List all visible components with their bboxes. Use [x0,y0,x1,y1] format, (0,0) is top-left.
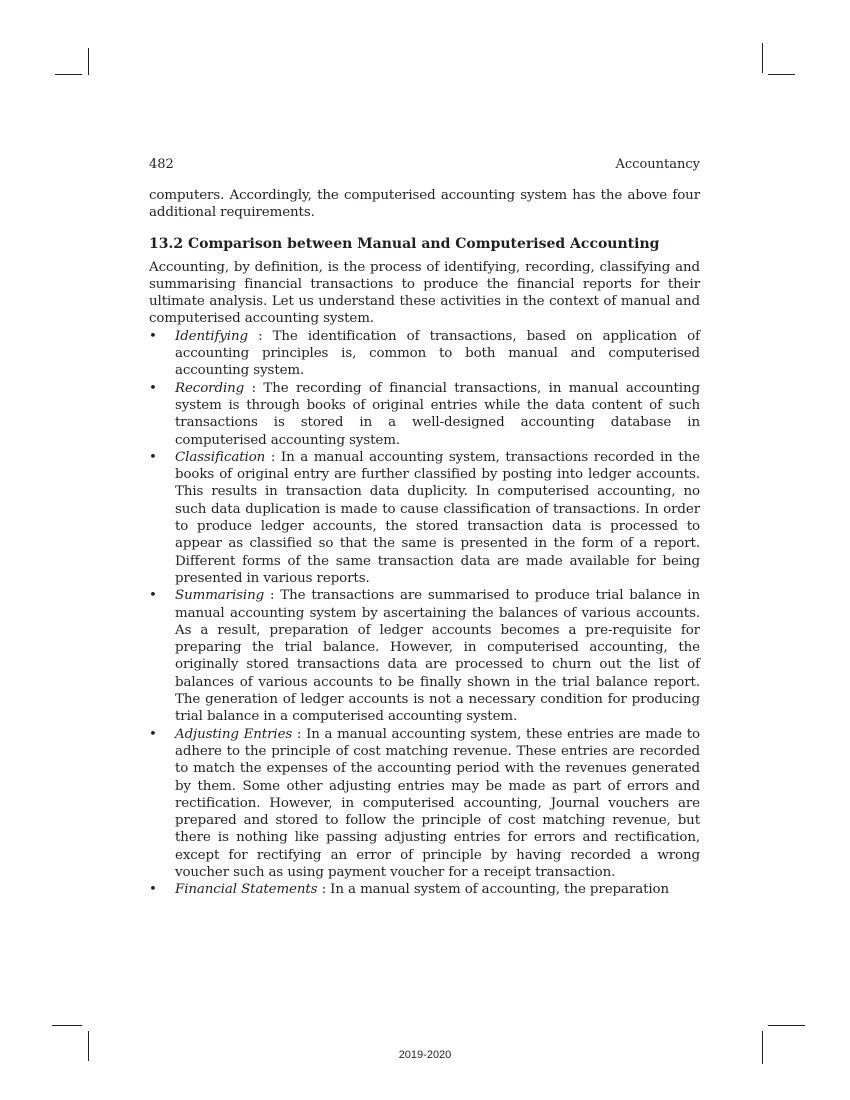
bullet-icon: • [149,588,157,604]
list-item-text: : The identification of transactions, based on application of accounting principles is, common to both manual and computerised accounting system. [175,328,700,379]
list-item-text: : The recording of financial transactions, in manual accounting system is through books of original entries while the data content of such transactions is stored in a well-designed accounting database in computerised accounting system. [175,380,700,448]
list-item-term: Classification [175,449,266,465]
list-item-text: : In a manual system of accounting, the preparation [317,882,670,898]
bullet-icon: • [149,882,157,898]
list-item-adjusting-entries [149,726,700,882]
crop-mark-top-right-vertical [762,43,763,73]
crop-mark-top-right-horizontal [768,74,795,75]
list-item-recording [149,380,700,449]
bullet-icon: • [149,380,157,396]
list-item-text: : In a manual accounting system, these entries are made to adhere to the principle of cost matching revenue. These entries are recorded to match the expenses of the accounting period with the revenues generated by them. Some other adjusting entries may be made as part of errors and rectification. However, in computerised accounting, Journal vouchers are prepared and stored to follow the principle of cost matching revenue, but there is nothing like passing adjusting entries for errors and rectification, except for rectifying an error of principle by having recorded a wrong voucher such as using payment voucher for a receipt transaction. [175,726,701,880]
list-item-term: Recording [175,380,245,396]
bullet-icon: • [149,449,157,465]
list-item-term: Financial Statements [175,882,318,898]
list-item-classification [149,449,700,587]
page-number: 482 [149,157,174,172]
bullet-list [149,328,700,899]
footer-year: 2019-2020 [398,1049,452,1061]
crop-mark-top-left-horizontal [55,74,82,75]
list-item-text: : The transactions are summarised to produce trial balance in manual accounting system by ascertaining the balances of various accounts. As a result, preparation of ledger accounts becomes a pre-requisite for preparing the trial balance. However, in computerised accounting, the originally stored transactions data are processed to churn out the list of balances of various accounts to be finally shown in the trial balance report. The generation of ledger accounts is not a necessary condition for producing trial balance in a computerised accounting system. [175,588,700,725]
intro-continuation-paragraph: computers. Accordingly, the computerised accounting system has the above four additional requirements. [149,188,700,221]
crop-mark-bottom-right-horizontal [768,1025,805,1026]
section-intro-paragraph: Accounting, by definition, is the process of identifying, recording, classifying and summarising financial transactions to produce the financial reports for their ultimate analysis. Let us understand these activities in the context of manual and computerised accounting system. [149,259,700,327]
list-item-term: Identifying [175,328,248,344]
list-item-summarising [149,587,700,725]
list-item-financial-statements [149,881,700,898]
list-item-text: : In a manual accounting system, transactions recorded in the books of original entry are further classified by posting into ledger accounts. This results in transaction data duplicity. In computerised accounting, no such data duplication is made to cause classification of transactions. In order to produce ledger accounts, the stored transaction data is processed to appear as classified so that the same is presented in the form of a report. Different forms of the same transaction data are made available for being presented in various reports. [175,449,700,586]
page-content [149,187,700,899]
bullet-icon: • [149,328,157,344]
running-title: Accountancy [615,157,700,172]
crop-mark-bottom-left-horizontal [52,1025,82,1026]
list-item-term: Summarising [175,588,265,604]
crop-mark-top-left-vertical [88,48,89,75]
list-item-identifying [149,328,700,380]
bullet-icon: • [149,726,157,742]
section-heading: 13.2 Comparison between Manual and Computerised Accounting [149,235,660,252]
list-item-term: Adjusting Entries [175,726,293,742]
